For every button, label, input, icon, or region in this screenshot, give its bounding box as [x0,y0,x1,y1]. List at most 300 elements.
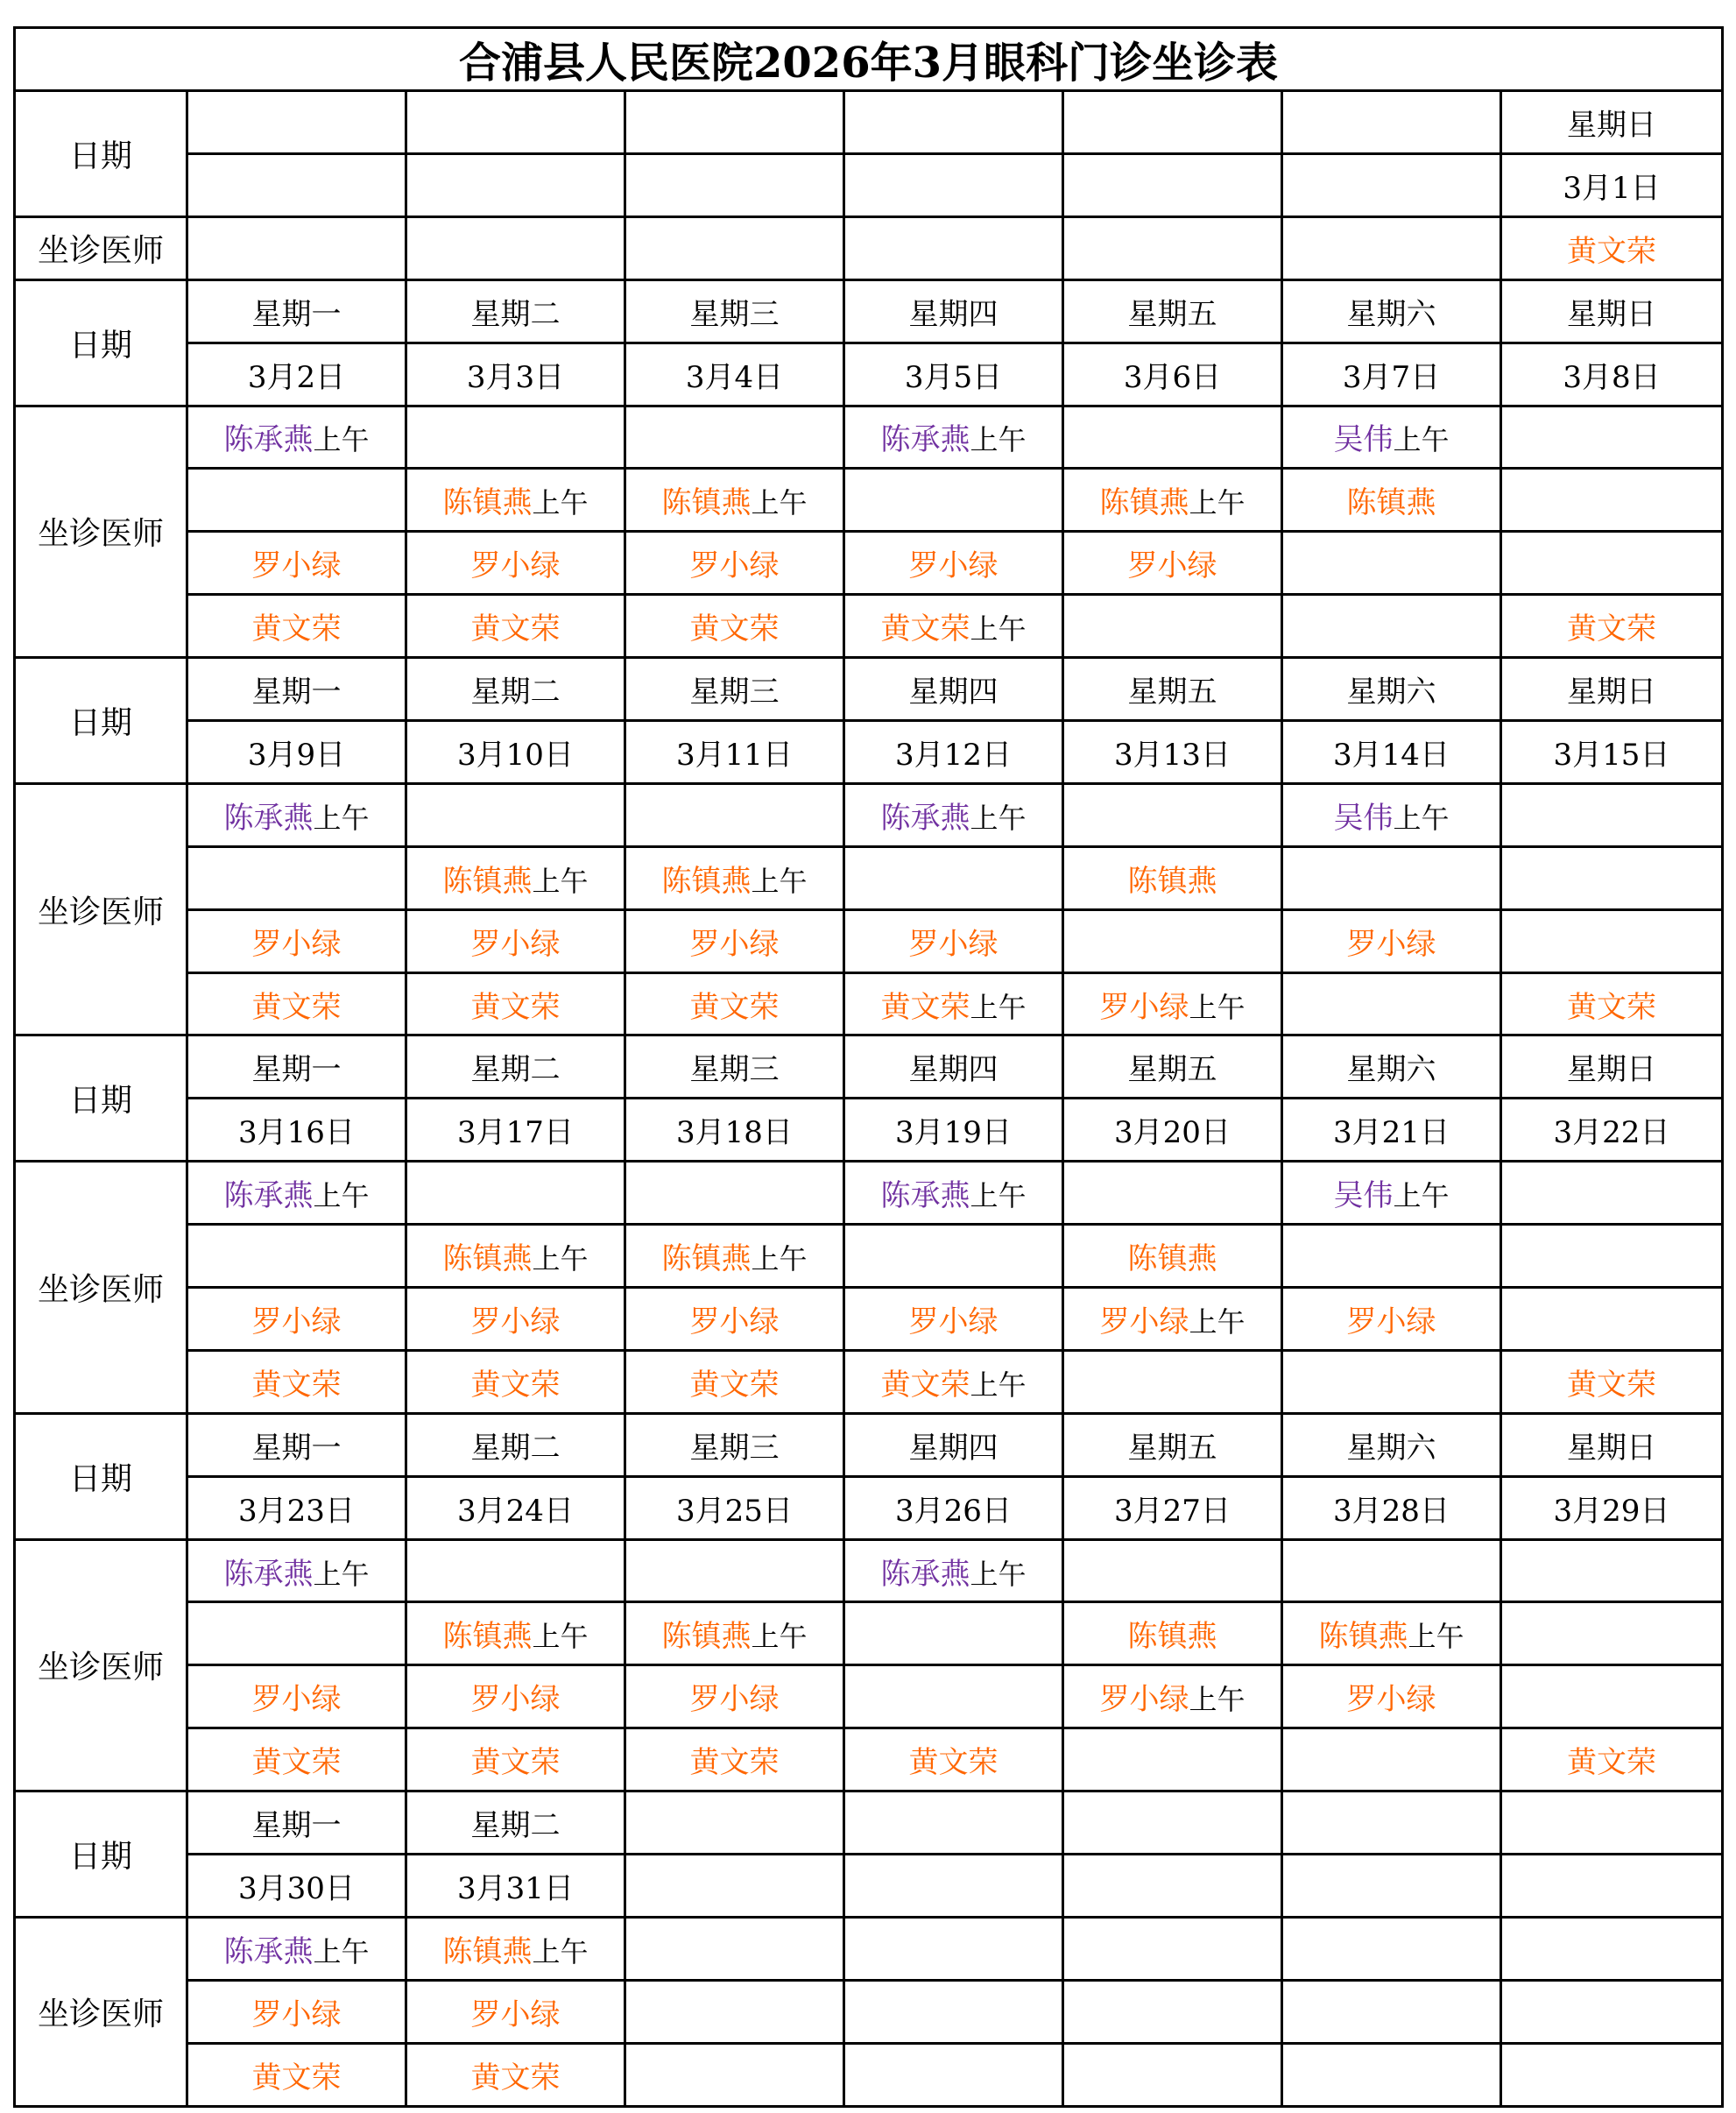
weekday-cell: 星期一 [187,1035,406,1099]
doctor-cell [1501,972,1723,1035]
doctor-row [15,1917,1723,1980]
doctor-cell [1063,216,1282,279]
doctor-cell [1063,469,1282,532]
doctor-cell [1063,406,1282,469]
doctor-cell [1282,1539,1501,1602]
date-row [15,721,1723,784]
doctor-cell [406,972,625,1035]
weekday-cell: 星期四 [844,1413,1063,1476]
doctor-cell [1063,1162,1282,1225]
doctor-name: 罗小绿 [1099,989,1189,1025]
doctor-name: 罗小绿 [689,1304,780,1339]
doctor-cell [1063,1980,1282,2043]
doctor-row [15,2043,1723,2106]
session-suffix: 上午 [970,1367,1027,1402]
date-cell [406,153,625,216]
weekday-cell: 星期五 [1063,658,1282,721]
doctor-row [15,846,1723,909]
date-cell [1063,1855,1282,1918]
doctor-name: 陈镇燕 [442,1619,533,1655]
session-suffix: 上午 [970,990,1027,1024]
schedule-sheet [13,26,1721,2108]
doctor-cell [1063,1728,1282,1791]
weekday-cell [187,91,406,154]
doctor-cell [1282,972,1501,1035]
date-cell: 3月7日 [1282,343,1501,406]
date-cell: 3月20日 [1063,1099,1282,1162]
date-cell: 3月2日 [187,343,406,406]
date-row [15,1099,1723,1162]
date-cell: 3月14日 [1282,721,1501,784]
date-cell: 3月28日 [1282,1476,1501,1539]
date-cell [1501,1855,1723,1918]
session-suffix: 上午 [751,486,808,520]
doctor-cell [1501,1917,1723,1980]
weekday-cell: 星期二 [406,1791,625,1855]
doctor-name: 黄文荣 [251,989,342,1025]
weekday-cell: 星期二 [406,1413,625,1476]
session-suffix: 上午 [1408,1620,1464,1654]
doctor-cell [844,1225,1063,1288]
date-cell: 3月1日 [1501,153,1723,216]
doctor-cell [1063,1917,1282,1980]
doctor-name: 陈镇燕 [442,863,533,899]
doctor-label: 坐诊医师 [15,783,187,1035]
doctor-cell [844,532,1063,595]
doctor-cell [1282,846,1501,909]
date-cell [187,153,406,216]
doctor-cell [1501,595,1723,658]
doctor-cell [187,1728,406,1791]
session-suffix: 上午 [532,1934,589,1968]
date-cell: 3月15日 [1501,721,1723,784]
doctor-name: 罗小绿 [251,926,342,962]
doctor-cell [406,783,625,846]
doctor-cell [406,1288,625,1351]
doctor-name: 陈承燕 [223,1933,314,1969]
doctor-cell [1282,1728,1501,1791]
weekday-cell: 星期五 [1063,279,1282,343]
weekday-cell: 星期二 [406,1035,625,1099]
doctor-cell [187,1350,406,1413]
doctor-cell [1063,1350,1282,1413]
doctor-cell [406,1539,625,1602]
date-cell: 3月26日 [844,1476,1063,1539]
doctor-name: 罗小绿 [251,1304,342,1339]
session-suffix: 上午 [313,801,370,835]
weekday-row [15,91,1723,154]
doctor-cell [406,469,625,532]
doctor-name: 黄文荣 [1567,1367,1656,1403]
doctor-name: 陈承燕 [223,800,314,836]
doctor-cell [625,2043,844,2106]
doctor-cell [625,1665,844,1728]
doctor-cell [1282,406,1501,469]
doctor-cell [1282,909,1501,972]
doctor-cell [406,1350,625,1413]
doctor-cell [625,1602,844,1665]
doctor-name: 陈承燕 [223,422,314,458]
date-cell: 3月22日 [1501,1099,1723,1162]
weekday-row [15,279,1723,343]
doctor-cell [1501,1162,1723,1225]
doctor-cell [1501,846,1723,909]
doctor-cell [844,406,1063,469]
doctor-name: 罗小绿 [908,1304,999,1339]
date-cell: 3月13日 [1063,721,1282,784]
doctor-cell [1063,1602,1282,1665]
session-suffix: 上午 [532,1242,589,1276]
date-cell: 3月17日 [406,1099,625,1162]
date-row [15,1855,1723,1918]
doctor-name: 黄文荣 [1567,989,1656,1025]
date-label: 日期 [15,1035,187,1162]
doctor-name: 黄文荣 [689,611,780,647]
session-suffix: 上午 [532,486,589,520]
doctor-cell [187,2043,406,2106]
doctor-cell [406,1728,625,1791]
date-row [15,153,1723,216]
doctor-cell [1063,1539,1282,1602]
doctor-cell [1501,1539,1723,1602]
doctor-row [15,1665,1723,1728]
date-cell: 3月4日 [625,343,844,406]
date-cell: 3月6日 [1063,343,1282,406]
doctor-cell [844,469,1063,532]
doctor-cell [1501,1728,1723,1791]
doctor-cell [1282,1225,1501,1288]
doctor-cell [625,406,844,469]
weekday-cell: 星期六 [1282,279,1501,343]
doctor-cell [1282,595,1501,658]
doctor-cell [844,1539,1063,1602]
doctor-name: 陈镇燕 [442,1241,533,1277]
doctor-cell [1501,216,1723,279]
doctor-name: 罗小绿 [1127,548,1217,584]
doctor-cell [1282,1288,1501,1351]
weekday-cell: 星期日 [1501,658,1723,721]
doctor-name: 黄文荣 [470,1367,561,1403]
doctor-row [15,1728,1723,1791]
doctor-name: 陈承燕 [223,1556,314,1592]
doctor-cell [1501,1288,1723,1351]
doctor-cell [1501,406,1723,469]
weekday-cell: 星期三 [625,279,844,343]
weekday-cell: 星期三 [625,1413,844,1476]
doctor-name: 罗小绿 [689,926,780,962]
date-row [15,343,1723,406]
date-row [15,1476,1723,1539]
doctor-label: 坐诊医师 [15,406,187,658]
doctor-cell [1501,469,1723,532]
date-cell: 3月5日 [844,343,1063,406]
date-cell: 3月9日 [187,721,406,784]
weekday-cell: 星期二 [406,658,625,721]
doctor-cell [844,846,1063,909]
session-suffix: 上午 [970,612,1027,647]
doctor-cell [844,972,1063,1035]
doctor-cell [187,846,406,909]
doctor-cell [625,532,844,595]
date-cell: 3月12日 [844,721,1063,784]
doctor-cell [1063,1665,1282,1728]
weekday-cell [625,91,844,154]
doctor-name: 罗小绿 [470,1304,561,1339]
doctor-cell [1282,1350,1501,1413]
session-suffix: 上午 [313,1179,370,1213]
doctor-cell [844,1602,1063,1665]
doctor-cell [625,1288,844,1351]
doctor-name: 黄文荣 [470,1745,561,1781]
doctor-cell [625,846,844,909]
doctor-cell [625,1225,844,1288]
doctor-cell [1282,783,1501,846]
doctor-cell [625,1539,844,1602]
doctor-row [15,972,1723,1035]
doctor-cell [187,532,406,595]
doctor-cell [625,469,844,532]
doctor-cell [625,1162,844,1225]
weekday-cell [844,1791,1063,1855]
doctor-name: 罗小绿 [470,926,561,962]
weekday-row [15,658,1723,721]
doctor-label: 坐诊医师 [15,216,187,279]
weekday-row [15,1035,1723,1099]
doctor-cell [625,1980,844,2043]
date-cell: 3月16日 [187,1099,406,1162]
weekday-cell: 星期五 [1063,1413,1282,1476]
session-suffix: 上午 [532,864,589,898]
doctor-name: 吴伟 [1333,422,1394,458]
doctor-cell [406,1665,625,1728]
doctor-cell [406,1225,625,1288]
date-cell: 3月27日 [1063,1476,1282,1539]
session-suffix: 上午 [751,1242,808,1276]
doctor-cell [187,216,406,279]
doctor-row [15,1602,1723,1665]
weekday-cell [1063,1791,1282,1855]
doctor-cell [187,1288,406,1351]
doctor-cell [1501,1602,1723,1665]
date-cell: 3月24日 [406,1476,625,1539]
doctor-row [15,1539,1723,1602]
session-suffix: 上午 [751,864,808,898]
doctor-row [15,783,1723,846]
doctor-name: 陈镇燕 [661,1619,752,1655]
doctor-cell [1282,1980,1501,2043]
doctor-name: 黄文荣 [470,611,561,647]
doctor-cell [1501,909,1723,972]
doctor-cell [1063,783,1282,846]
weekday-cell: 星期四 [844,1035,1063,1099]
doctor-name: 罗小绿 [470,1682,561,1718]
doctor-cell [1063,2043,1282,2106]
doctor-cell [625,1917,844,1980]
weekday-cell [1501,1791,1723,1855]
doctor-label: 坐诊医师 [15,1162,187,1414]
doctor-name: 陈镇燕 [1127,1619,1217,1655]
date-cell [1063,153,1282,216]
doctor-name: 黄文荣 [908,1745,999,1781]
doctor-cell [1063,846,1282,909]
session-suffix: 上午 [970,801,1027,835]
weekday-cell: 星期二 [406,279,625,343]
doctor-cell [1501,783,1723,846]
weekday-cell [406,91,625,154]
doctor-name: 黄文荣 [251,611,342,647]
weekday-row [15,1791,1723,1855]
weekday-cell: 星期三 [625,658,844,721]
doctor-cell [406,1602,625,1665]
doctor-name: 黄文荣 [689,1745,780,1781]
doctor-cell [1501,532,1723,595]
doctor-name: 黄文荣 [689,989,780,1025]
doctor-cell [187,1539,406,1602]
doctor-row [15,1350,1723,1413]
doctor-name: 陈镇燕 [1346,485,1436,521]
doctor-name: 罗小绿 [470,1996,561,2032]
doctor-label: 坐诊医师 [15,1917,187,2106]
weekday-cell [1282,91,1501,154]
weekday-cell: 星期一 [187,1791,406,1855]
doctor-name: 罗小绿 [908,926,999,962]
doctor-cell [406,846,625,909]
doctor-name: 黄文荣 [251,1367,342,1403]
date-cell: 3月11日 [625,721,844,784]
doctor-cell [406,406,625,469]
doctor-row [15,532,1723,595]
doctor-cell [1063,532,1282,595]
doctor-row [15,1162,1723,1225]
doctor-cell [1282,469,1501,532]
doctor-label: 坐诊医师 [15,1539,187,1791]
doctor-name: 陈承燕 [880,1556,970,1592]
doctor-row [15,909,1723,972]
doctor-cell [625,972,844,1035]
doctor-cell [406,595,625,658]
doctor-cell [1501,1665,1723,1728]
session-suffix: 上午 [313,1934,370,1968]
doctor-cell [187,783,406,846]
doctor-name: 罗小绿 [1099,1682,1189,1718]
doctor-row [15,1288,1723,1351]
date-cell [844,1855,1063,1918]
doctor-name: 黄文荣 [880,611,970,647]
doctor-cell [1282,1602,1501,1665]
date-cell: 3月19日 [844,1099,1063,1162]
doctor-name: 罗小绿 [689,548,780,584]
doctor-row [15,595,1723,658]
doctor-cell [844,1980,1063,2043]
doctor-cell [625,1728,844,1791]
doctor-name: 吴伟 [1333,1178,1394,1214]
doctor-cell [406,1162,625,1225]
date-cell: 3月29日 [1501,1476,1723,1539]
doctor-cell [1282,2043,1501,2106]
weekday-cell: 星期四 [844,658,1063,721]
doctor-cell [625,595,844,658]
doctor-name: 黄文荣 [470,2060,561,2095]
date-label: 日期 [15,91,187,217]
session-suffix: 上午 [1189,990,1246,1024]
doctor-cell [1063,595,1282,658]
date-cell: 3月3日 [406,343,625,406]
doctor-name: 黄文荣 [470,989,561,1025]
session-suffix: 上午 [1393,801,1450,835]
date-cell: 3月23日 [187,1476,406,1539]
doctor-cell [1501,1225,1723,1288]
doctor-cell [1282,1162,1501,1225]
session-suffix: 上午 [1189,1304,1246,1339]
date-cell: 3月25日 [625,1476,844,1539]
doctor-cell [625,783,844,846]
weekday-row [15,1413,1723,1476]
doctor-cell [1282,532,1501,595]
doctor-row [15,1980,1723,2043]
doctor-row [15,216,1723,279]
doctor-cell [1063,1288,1282,1351]
doctor-name: 陈承燕 [223,1178,314,1214]
doctor-name: 罗小绿 [251,1996,342,2032]
doctor-name: 罗小绿 [251,548,342,584]
date-cell [625,153,844,216]
date-label: 日期 [15,658,187,784]
doctor-cell [187,972,406,1035]
date-label: 日期 [15,1413,187,1539]
page-title: 合浦县人民医院2026年3月眼科门诊坐诊表 [15,28,1723,91]
doctor-cell [406,1980,625,2043]
doctor-cell [1501,2043,1723,2106]
doctor-cell [844,1162,1063,1225]
doctor-cell [187,469,406,532]
doctor-cell [1282,1665,1501,1728]
doctor-name: 陈承燕 [880,422,970,458]
doctor-cell [844,1917,1063,1980]
doctor-name: 陈镇燕 [661,485,752,521]
doctor-name: 吴伟 [1333,800,1394,836]
date-cell [1282,153,1501,216]
weekday-cell [625,1791,844,1855]
session-suffix: 上午 [532,1620,589,1654]
session-suffix: 上午 [1189,486,1246,520]
session-suffix: 上午 [313,1557,370,1591]
date-label: 日期 [15,279,187,406]
date-cell: 3月31日 [406,1855,625,1918]
doctor-name: 黄文荣 [251,2060,342,2095]
doctor-row [15,406,1723,469]
weekday-cell: 星期日 [1501,1035,1723,1099]
date-cell: 3月21日 [1282,1099,1501,1162]
doctor-name: 陈镇燕 [1127,1241,1217,1277]
date-cell: 3月8日 [1501,343,1723,406]
doctor-name: 陈承燕 [880,800,970,836]
doctor-name: 陈镇燕 [1318,1619,1408,1655]
weekday-cell [1282,1791,1501,1855]
weekday-cell: 星期四 [844,279,1063,343]
doctor-name: 黄文荣 [880,1367,970,1403]
doctor-cell [1501,1980,1723,2043]
doctor-cell [187,595,406,658]
doctor-name: 陈镇燕 [442,485,533,521]
doctor-name: 罗小绿 [251,1682,342,1718]
doctor-cell [187,1162,406,1225]
doctor-name: 黄文荣 [689,1367,780,1403]
doctor-name: 黄文荣 [1567,233,1656,269]
session-suffix: 上午 [1189,1683,1246,1717]
date-label: 日期 [15,1791,187,1918]
doctor-cell [187,1980,406,2043]
doctor-name: 罗小绿 [1346,926,1436,962]
